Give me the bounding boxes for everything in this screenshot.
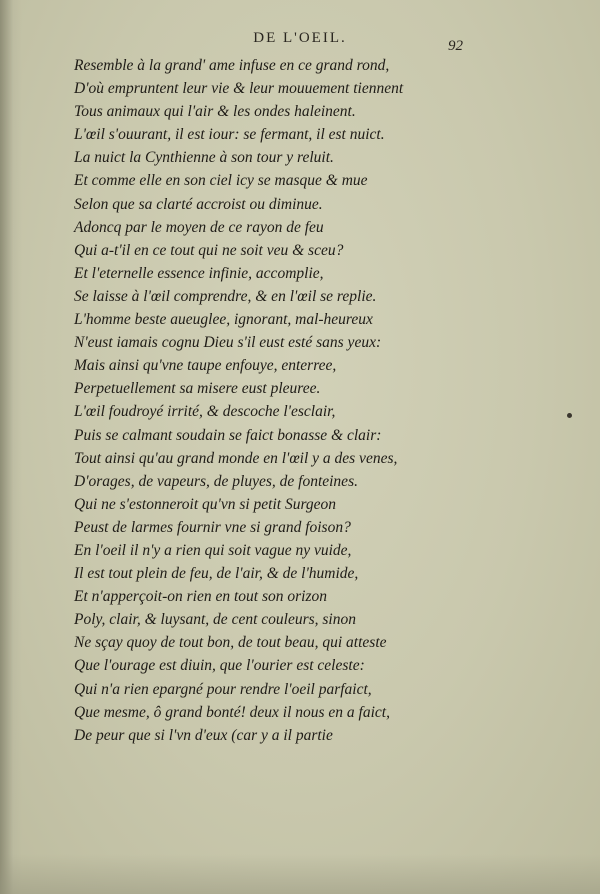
verse-line: Puis se calmant soudain se faict bonasse & clair: bbox=[74, 426, 382, 444]
verse-line: Se laisse à l'œil comprendre, & en l'œil se replie. bbox=[74, 287, 377, 305]
ink-spot bbox=[567, 413, 572, 418]
verse-line: Qui a-t'il en ce tout qui ne soit veu & sceu? bbox=[74, 241, 344, 259]
verse-line: La nuict la Cynthienne à son tour y reluit. bbox=[74, 149, 334, 167]
verse-line: Et l'eternelle essence infinie, accomplie, bbox=[74, 264, 324, 282]
verse-block bbox=[74, 54, 574, 747]
running-head: DE L'OEIL. bbox=[253, 30, 347, 46]
verse-line: Tout ainsi qu'au grand monde en l'œil y a des venes, bbox=[74, 449, 398, 467]
verse-line: Qui n'a rien epargné pour rendre l'oeil parfaict, bbox=[74, 680, 372, 698]
verse-line: L'œil foudroyé irrité, & descoche l'esclair, bbox=[74, 403, 336, 421]
verse-line: Et comme elle en son ciel icy se masque & mue bbox=[74, 172, 368, 190]
verse-line: Ne sçay quoy de tout bon, de tout beau, qui atteste bbox=[74, 634, 387, 652]
verse-line: Tous animaux qui l'air & les ondes haleinent. bbox=[74, 103, 356, 121]
verse-line: Adoncq par le moyen de ce rayon de feu bbox=[74, 218, 324, 236]
verse-line: Qui ne s'estonneroit qu'vn si petit Surgeon bbox=[74, 495, 337, 513]
verse-line: L'homme beste aueuglee, ignorant, mal-heureux bbox=[74, 311, 373, 329]
verse-line: En l'oeil il n'y a rien qui soit vague ny vuide, bbox=[74, 541, 352, 559]
verse-line: De peur que si l'vn d'eux (car y a il partie bbox=[74, 726, 333, 744]
verse-line: N'eust iamais cognu Dieu s'il eust esté sans yeux: bbox=[74, 334, 382, 352]
verse-line: L'œil s'ouurant, il est iour: se fermant, il est nuict. bbox=[74, 126, 385, 144]
verse-line: Peust de larmes fournir vne si grand foison? bbox=[74, 518, 351, 536]
verse-line: D'où empruntent leur vie & leur mouuement tiennent bbox=[74, 80, 404, 98]
verse-line: Et n'apperçoit-on rien en tout son orizon bbox=[74, 588, 328, 606]
verse-line: Mais ainsi qu'vne taupe enfouye, enterree, bbox=[74, 357, 337, 375]
page-number: 92 bbox=[448, 38, 463, 54]
verse-line: Resemble à la grand' ame infuse en ce grand rond, bbox=[74, 57, 390, 74]
page-bottom-shadow bbox=[0, 854, 600, 894]
verse-line: D'orages, de vapeurs, de pluyes, de fonteines. bbox=[74, 472, 358, 490]
page-gutter-shadow bbox=[0, 0, 22, 894]
verse-line: Selon que sa clarté accroist ou diminue. bbox=[74, 195, 323, 213]
verse-line: Poly, clair, & luysant, de cent couleurs, sinon bbox=[74, 611, 356, 629]
verse-line: Il est tout plein de feu, de l'air, & de l'humide, bbox=[74, 565, 359, 583]
verse-line: Perpetuellement sa misere eust pleuree. bbox=[74, 380, 321, 398]
verse-line: Que l'ourage est diuin, que l'ourier est celeste: bbox=[74, 657, 365, 675]
verse-line: Que mesme, ô grand bonté! deux il nous en a faict, bbox=[74, 703, 390, 721]
